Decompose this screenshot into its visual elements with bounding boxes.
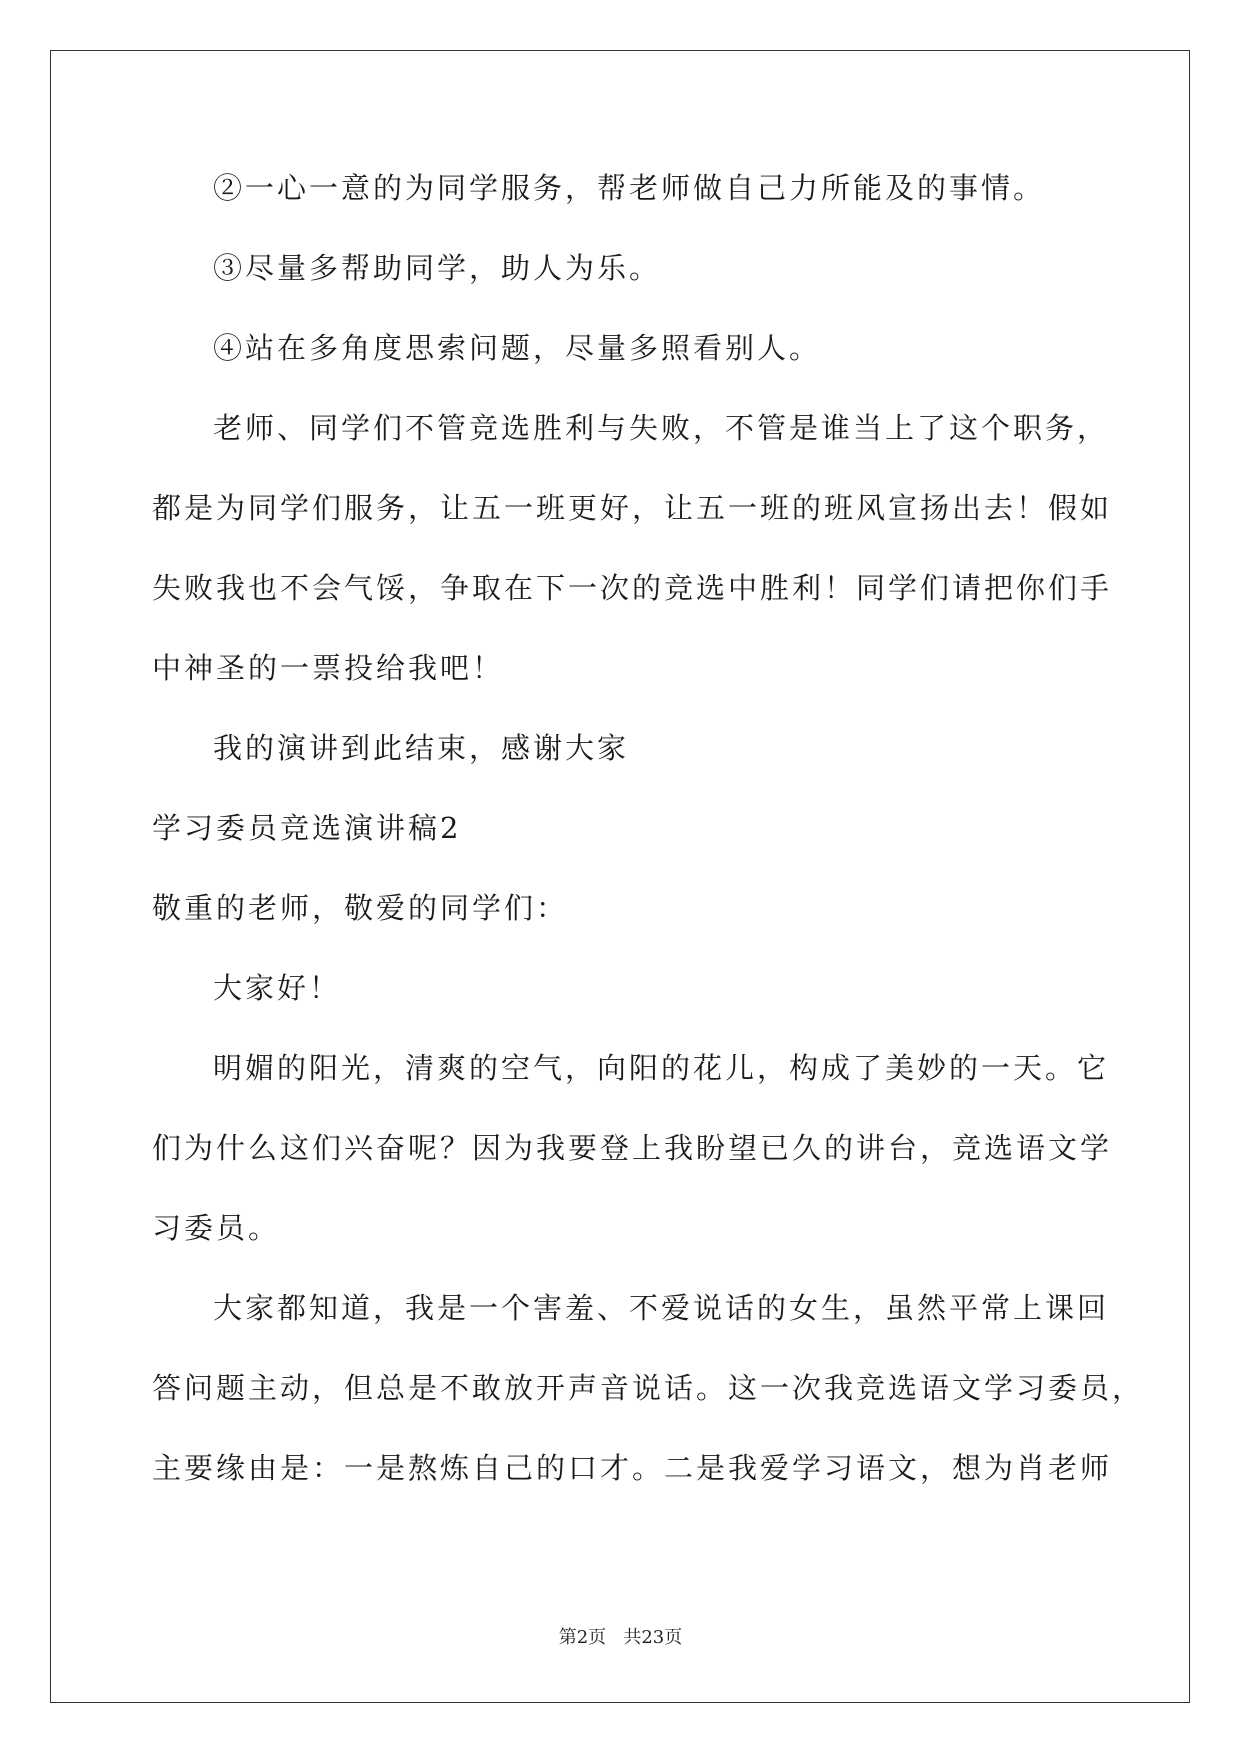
paragraph-line: 大家都知道，我是一个害羞、不爱说话的女生，虽然平常上课回: [213, 1291, 1110, 1325]
paragraph-line: 老师、同学们不管竞选胜利与失败，不管是谁当上了这个职务，: [213, 411, 1110, 445]
paragraph-line: 明媚的阳光，清爽的空气，向阳的花儿，构成了美妙的一天。它: [213, 1051, 1110, 1085]
list-item-2: ②一心一意的为同学服务，帮老师做自己力所能及的事情。: [213, 171, 1046, 205]
list-item-3: ③尽量多帮助同学，助人为乐。: [213, 251, 662, 285]
greeting: 大家好！: [213, 971, 342, 1005]
page-total: 共23页: [623, 1627, 683, 1648]
paragraph-line: 答问题主动，但总是不敢放开声音说话。这一次我竞选语文学习委员，: [152, 1371, 1145, 1405]
page-number: 第2页: [558, 1627, 607, 1648]
salutation: 敬重的老师，敬爱的同学们：: [152, 891, 569, 925]
section-title: 学习委员竞选演讲稿2: [152, 811, 462, 845]
list-item-4: ④站在多角度思索问题，尽量多照看别人。: [213, 331, 822, 365]
page-footer: [0, 1626, 1241, 1650]
paragraph-line: 中神圣的一票投给我吧！: [152, 651, 505, 685]
paragraph-line: 主要缘由是：一是熬炼自己的口才。二是我爱学习语文，想为肖老师: [152, 1451, 1113, 1485]
paragraph-line: 都是为同学们服务，让五一班更好，让五一班的班风宣扬出去！假如: [152, 491, 1113, 525]
paragraph-line: 失败我也不会气馁，争取在下一次的竞选中胜利！同学们请把你们手: [152, 571, 1113, 605]
paragraph-line: 们为什么这们兴奋呢？因为我要登上我盼望已久的讲台，竞选语文学: [152, 1131, 1113, 1165]
paragraph-line: 习委员。: [152, 1211, 281, 1245]
closing-line: 我的演讲到此结束，感谢大家: [213, 731, 630, 765]
